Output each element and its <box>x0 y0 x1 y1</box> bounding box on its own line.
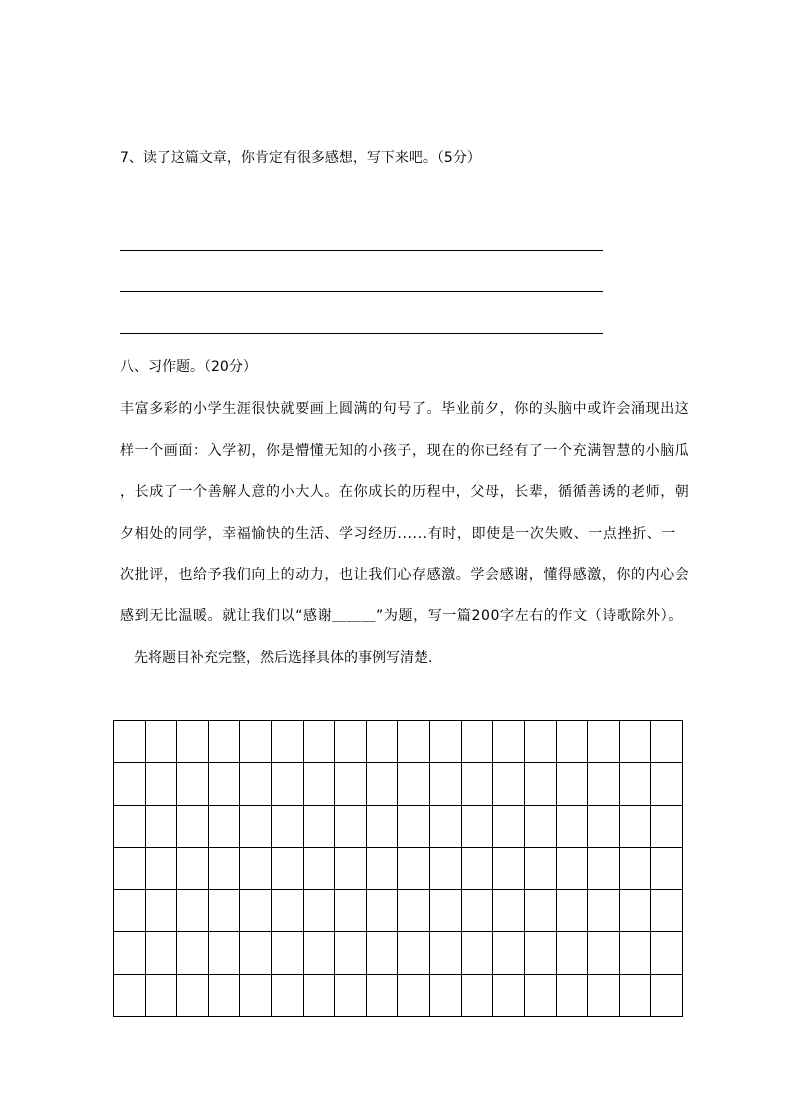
grid-cell[interactable] <box>651 975 683 1017</box>
grid-cell[interactable] <box>335 932 367 974</box>
grid-cell[interactable] <box>525 932 557 974</box>
grid-cell[interactable] <box>462 848 494 890</box>
grid-cell[interactable] <box>209 848 241 890</box>
grid-cell[interactable] <box>620 848 652 890</box>
grid-cell[interactable] <box>430 848 462 890</box>
grid-cell[interactable] <box>620 763 652 805</box>
grid-cell[interactable] <box>146 848 178 890</box>
grid-cell[interactable] <box>651 848 683 890</box>
grid-cell[interactable] <box>177 975 209 1017</box>
grid-cell[interactable] <box>177 721 209 763</box>
grid-cell[interactable] <box>651 763 683 805</box>
grid-cell[interactable] <box>209 890 241 932</box>
grid-cell[interactable] <box>398 848 430 890</box>
grid-cell[interactable] <box>557 975 589 1017</box>
grid-cell[interactable] <box>620 721 652 763</box>
grid-cell[interactable] <box>177 890 209 932</box>
grid-cell[interactable] <box>240 890 272 932</box>
grid-cell[interactable] <box>146 932 178 974</box>
grid-cell[interactable] <box>493 848 525 890</box>
grid-cell[interactable] <box>209 975 241 1017</box>
grid-cell[interactable] <box>240 932 272 974</box>
answer-line[interactable] <box>120 291 603 292</box>
grid-cell[interactable] <box>146 721 178 763</box>
grid-cell[interactable] <box>398 890 430 932</box>
grid-cell[interactable] <box>304 848 336 890</box>
grid-cell[interactable] <box>114 932 146 974</box>
grid-cell[interactable] <box>620 890 652 932</box>
grid-cell[interactable] <box>304 721 336 763</box>
grid-cell[interactable] <box>146 806 178 848</box>
grid-cell[interactable] <box>335 848 367 890</box>
grid-cell[interactable] <box>114 848 146 890</box>
essay-prompt-line: 感到无比温暖。就让我们以“感谢＿＿＿”为题，写一篇200字左右的作文（诗歌除外）。 <box>120 608 683 624</box>
question-7-prompt: 7、读了这篇文章，你肯定有很多感想，写下来吧。（5分） <box>120 150 481 166</box>
grid-cell[interactable] <box>588 890 620 932</box>
grid-cell[interactable] <box>335 806 367 848</box>
grid-cell[interactable] <box>525 975 557 1017</box>
grid-cell[interactable] <box>240 763 272 805</box>
grid-cell[interactable] <box>304 763 336 805</box>
grid-cell[interactable] <box>177 848 209 890</box>
grid-cell[interactable] <box>588 975 620 1017</box>
grid-cell[interactable] <box>177 932 209 974</box>
grid-cell[interactable] <box>557 806 589 848</box>
grid-cell[interactable] <box>430 763 462 805</box>
grid-cell[interactable] <box>367 975 399 1017</box>
essay-prompt-line: 次批评，也给予我们向上的动力，也让我们心存感激。学会感谢，懂得感激，你的内心会 <box>120 567 690 583</box>
grid-cell[interactable] <box>525 763 557 805</box>
grid-cell[interactable] <box>462 975 494 1017</box>
grid-cell[interactable] <box>557 763 589 805</box>
grid-cell[interactable] <box>620 975 652 1017</box>
grid-cell[interactable] <box>304 975 336 1017</box>
grid-cell[interactable] <box>620 806 652 848</box>
grid-cell[interactable] <box>525 848 557 890</box>
grid-cell[interactable] <box>651 932 683 974</box>
grid-cell[interactable] <box>209 721 241 763</box>
grid-cell[interactable] <box>651 890 683 932</box>
grid-cell[interactable] <box>367 721 399 763</box>
grid-cell[interactable] <box>430 975 462 1017</box>
grid-cell[interactable] <box>493 806 525 848</box>
grid-cell[interactable] <box>146 975 178 1017</box>
grid-cell[interactable] <box>335 763 367 805</box>
grid-cell[interactable] <box>177 763 209 805</box>
grid-cell[interactable] <box>114 763 146 805</box>
grid-cell[interactable] <box>651 721 683 763</box>
grid-cell[interactable] <box>146 890 178 932</box>
grid-cell[interactable] <box>525 721 557 763</box>
grid-cell[interactable] <box>304 932 336 974</box>
grid-cell[interactable] <box>588 763 620 805</box>
grid-cell[interactable] <box>588 932 620 974</box>
essay-prompt-line: 夕相处的同学，幸福愉快的生活、学习经历......有时，即使是一次失败、一点挫折、一 <box>120 526 676 542</box>
grid-cell[interactable] <box>240 721 272 763</box>
grid-cell[interactable] <box>367 932 399 974</box>
grid-cell[interactable] <box>114 806 146 848</box>
grid-cell[interactable] <box>430 932 462 974</box>
grid-cell[interactable] <box>177 806 209 848</box>
grid-cell[interactable] <box>398 721 430 763</box>
grid-cell[interactable] <box>493 932 525 974</box>
grid-cell[interactable] <box>651 806 683 848</box>
grid-cell[interactable] <box>462 721 494 763</box>
grid-cell[interactable] <box>398 975 430 1017</box>
grid-cell[interactable] <box>462 806 494 848</box>
grid-cell[interactable] <box>209 806 241 848</box>
grid-cell[interactable] <box>114 975 146 1017</box>
grid-cell[interactable] <box>209 932 241 974</box>
grid-cell[interactable] <box>462 890 494 932</box>
grid-cell[interactable] <box>114 721 146 763</box>
grid-cell[interactable] <box>557 890 589 932</box>
grid-cell[interactable] <box>398 806 430 848</box>
grid-cell[interactable] <box>525 806 557 848</box>
grid-cell[interactable] <box>272 890 304 932</box>
grid-cell[interactable] <box>430 721 462 763</box>
essay-prompt-line: ，长成了一个善解人意的小大人。在你成长的历程中，父母，长辈，循循善诱的老师，朝 <box>120 484 690 500</box>
grid-cell[interactable] <box>272 848 304 890</box>
grid-cell[interactable] <box>430 806 462 848</box>
essay-prompt-line: 样一个画面：入学初，你是懵懂无知的小孩子，现在的你已经有了一个充满智慧的小脑瓜 <box>120 443 690 459</box>
grid-cell[interactable] <box>398 932 430 974</box>
grid-cell[interactable] <box>493 721 525 763</box>
grid-cell[interactable] <box>588 806 620 848</box>
writing-grid[interactable] <box>113 720 683 1017</box>
grid-cell[interactable] <box>304 806 336 848</box>
grid-cell[interactable] <box>525 890 557 932</box>
grid-cell[interactable] <box>462 932 494 974</box>
grid-cell[interactable] <box>557 848 589 890</box>
section-8-heading: 八、习作题。（20分） <box>120 359 257 375</box>
grid-cell[interactable] <box>493 890 525 932</box>
grid-cell[interactable] <box>588 848 620 890</box>
grid-cell[interactable] <box>240 848 272 890</box>
grid-cell[interactable] <box>430 890 462 932</box>
grid-cell[interactable] <box>272 806 304 848</box>
grid-cell[interactable] <box>146 763 178 805</box>
grid-cell[interactable] <box>557 932 589 974</box>
answer-line[interactable] <box>120 333 603 334</box>
grid-cell[interactable] <box>114 890 146 932</box>
grid-cell[interactable] <box>367 890 399 932</box>
grid-cell[interactable] <box>304 890 336 932</box>
grid-cell[interactable] <box>209 763 241 805</box>
grid-cell[interactable] <box>240 975 272 1017</box>
answer-line[interactable] <box>120 250 603 251</box>
grid-cell[interactable] <box>398 763 430 805</box>
grid-cell[interactable] <box>493 763 525 805</box>
grid-cell[interactable] <box>335 721 367 763</box>
grid-cell[interactable] <box>272 721 304 763</box>
grid-cell[interactable] <box>367 763 399 805</box>
grid-cell[interactable] <box>240 806 272 848</box>
grid-cell[interactable] <box>557 721 589 763</box>
grid-cell[interactable] <box>335 890 367 932</box>
grid-cell[interactable] <box>272 932 304 974</box>
grid-cell[interactable] <box>620 932 652 974</box>
grid-cell[interactable] <box>335 975 367 1017</box>
grid-cell[interactable] <box>588 721 620 763</box>
grid-cell[interactable] <box>272 975 304 1017</box>
grid-cell[interactable] <box>367 806 399 848</box>
grid-cell[interactable] <box>493 975 525 1017</box>
essay-instruction: 先将题目补充完整，然后选择具体的事例写清楚. <box>134 650 433 666</box>
grid-cell[interactable] <box>272 763 304 805</box>
grid-cell[interactable] <box>367 848 399 890</box>
grid-cell[interactable] <box>462 763 494 805</box>
essay-prompt-line: 丰富多彩的小学生涯很快就要画上圆满的句号了。毕业前夕，你的头脑中或许会涌现出这 <box>120 401 690 417</box>
